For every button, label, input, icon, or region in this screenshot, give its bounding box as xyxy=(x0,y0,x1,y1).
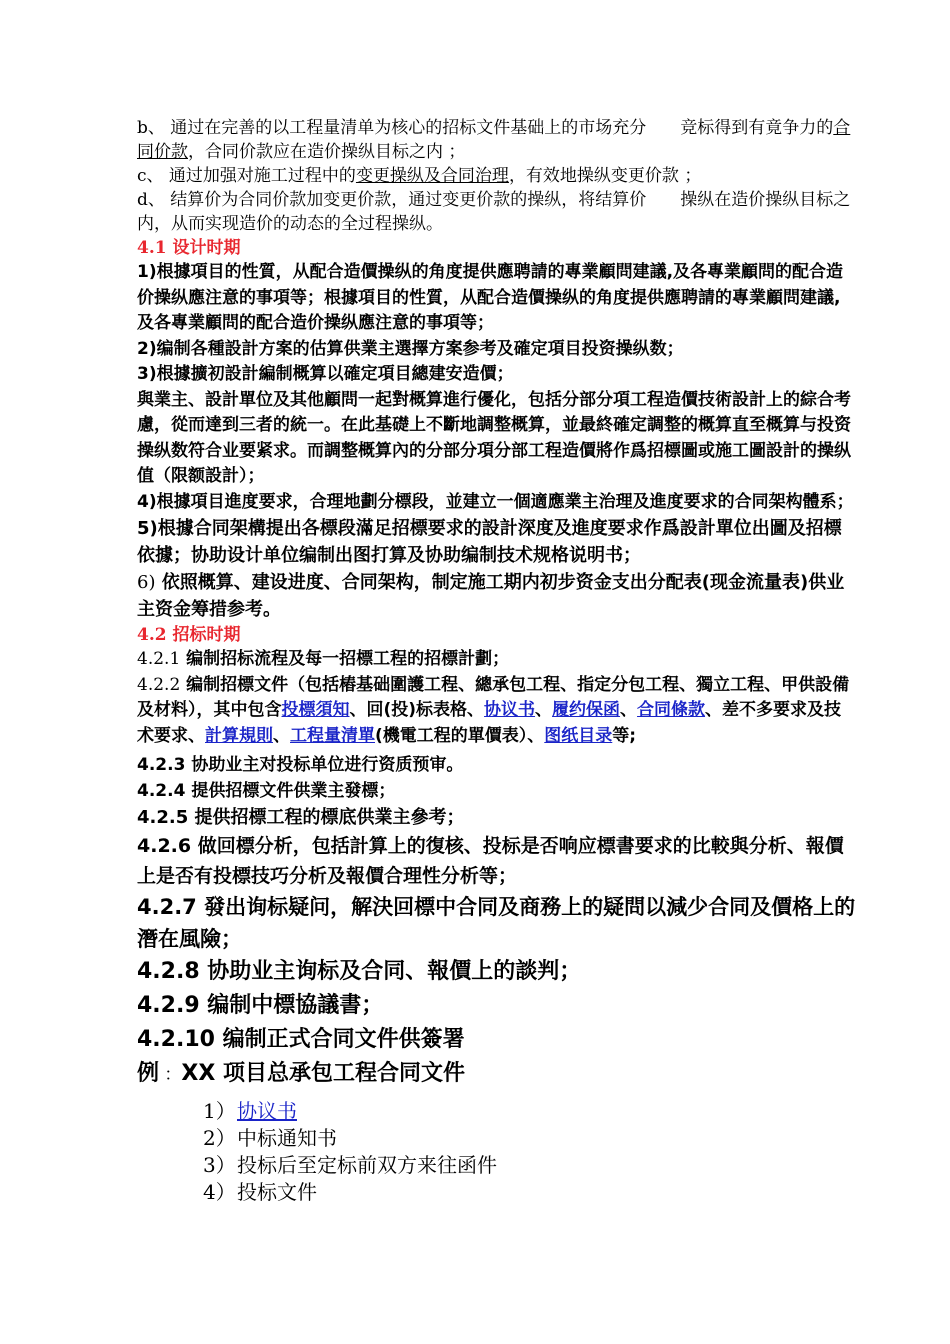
design-item-1: 1)根據項目的性質，从配合造價操纵的角度提供應聘請的專業顧問建議,及各專業顧問的配合造价操纵應注意的事項等；根據項目的性質，从配合造價操纵的角度提供應聘請的專業顧問建議,及各專業顧問的配合造价操纵應注意的事項等； xyxy=(137,262,844,333)
bidding-item-429: 4.2.9 编制中標協議書； xyxy=(137,993,384,1018)
contract-price-term: 合同价款 xyxy=(137,118,851,162)
bid-notice-link[interactable]: 投標須知 xyxy=(281,700,350,720)
bidding-item-427: 4.2.7 發出询标疑问，解決回標中合同及商務上的疑問以減少合同及價格上的潛在風險； xyxy=(137,895,856,951)
design-item-6: 6) 依照概算、建设进度、合同架构，制定施工期内初步资金支出分配表(现金流量表)供业主资金筹措参考。 xyxy=(137,572,845,620)
contract-terms-link[interactable]: 合同條款 xyxy=(637,700,706,720)
drawing-list-link[interactable]: 图纸目录 xyxy=(544,725,613,746)
agreement-link[interactable]: 协议书 xyxy=(484,700,536,720)
paragraph-c: c、 通过加强对施工过程中的变更操纵及合同治理，有效地操纵变更价款 ； xyxy=(137,166,702,186)
bidding-item-424: 4.2.4 提供招標文件供業主發標； xyxy=(137,780,396,801)
list-item: 1）协议书 xyxy=(203,1099,297,1123)
bidding-item-425: 4.2.5 提供招標工程的標底供業主參考； xyxy=(137,807,465,828)
paragraph-d: d、 结算价为合同价款加变更价款，通过变更价款的操纵，将结算价 操纵在造价操纵目标之内，从而实现造价的动态的全过程操纵。 xyxy=(137,190,851,234)
bidding-item-422: 4.2.2 编制招標文件（包括樁基础圍護工程、總承包工程、指定分包工程、獨立工程、甲供設備及材料），其中包含投標須知、回(投)标表格、协议书、履约保函、合同條款、差不多要求及技术要求、計算規則、工程量清單(機電工程的單價表）、图纸目录等; xyxy=(137,674,850,746)
bidding-item-4210: 4.2.10 编制正式合同文件供簽署 xyxy=(137,1027,465,1052)
bidding-item-428: 4.2.8 协助业主询标及合同、報價上的談判； xyxy=(137,959,582,984)
design-item-4: 4)根據項目進度要求，合理地劃分標段，並建立一個適應業主治理及進度要求的合同架构體系； xyxy=(137,491,854,512)
bill-of-quantities-link[interactable]: 工程量清單 xyxy=(290,725,375,746)
list-item: 2）中标通知书 xyxy=(203,1126,337,1150)
design-item-5: 5)根據合同架構提出各標段滿足招標要求的設計深度及進度要求作爲設計單位出圖及招標依據；协助设计单位编制出图打算及协助编制技术规格说明书； xyxy=(137,518,842,566)
paragraph-b: b、 通过在完善的以工程量清单为核心的招标文件基础上的市场充分 竞标得到有竟争力的合同价款，合同价款应在造价操纵目标之内 ； xyxy=(137,118,851,162)
section-heading-bidding-stage: 4.2 招标时期 xyxy=(137,625,241,645)
bidding-item-426: 4.2.6 做回標分析，包括計算上的復核、投标是否响应標書要求的比較與分析、報價上是否有投標技巧分析及報價合理性分析等； xyxy=(137,835,844,887)
example-heading: 例 ：XX 项目总承包工程合同文件 xyxy=(137,1061,466,1086)
list-item: 4）投标文件 xyxy=(203,1180,317,1204)
design-item-3: 3)根據擴初設計編制概算以確定項目總建安造價； xyxy=(137,364,514,384)
document-body xyxy=(137,116,857,1206)
bidding-item-423: 4.2.3 协助业主对投标单位进行资质预审。 xyxy=(137,755,464,775)
change-control-term: 变更操纵及合同治理 xyxy=(355,166,509,186)
list-item: 3）投标后至定标前双方来往函件 xyxy=(203,1153,497,1177)
contract-documents-list xyxy=(203,1098,857,1206)
design-item-2: 2)编制各種設計方案的估算供業主選擇方案参考及確定項目投资操纵数； xyxy=(137,338,684,359)
bidding-item-421: 4.2.1 编制招标流程及每一招標工程的招標計劃； xyxy=(137,649,510,669)
agreement-list-link[interactable]: 协议书 xyxy=(237,1099,297,1123)
calculation-rules-link[interactable]: 計算規則 xyxy=(205,725,273,746)
section-heading-design-stage: 4.1 设计时期 xyxy=(137,238,241,258)
design-item-3-detail: 與業主、設計單位及其他顧問一起對概算進行優化，包括分部分項工程造價技術設計上的綜合考慮，從而達到三者的統一。在此基礎上不斷地調整概算，並最終確定調整的概算直至概算与投资操纵数符合业要紧求。而調整概算內的分部分項分部工程造價將作爲招標圖或施工圖設計的操纵值（限额設計）； xyxy=(137,389,851,486)
performance-bond-link[interactable]: 履约保函 xyxy=(552,700,621,720)
